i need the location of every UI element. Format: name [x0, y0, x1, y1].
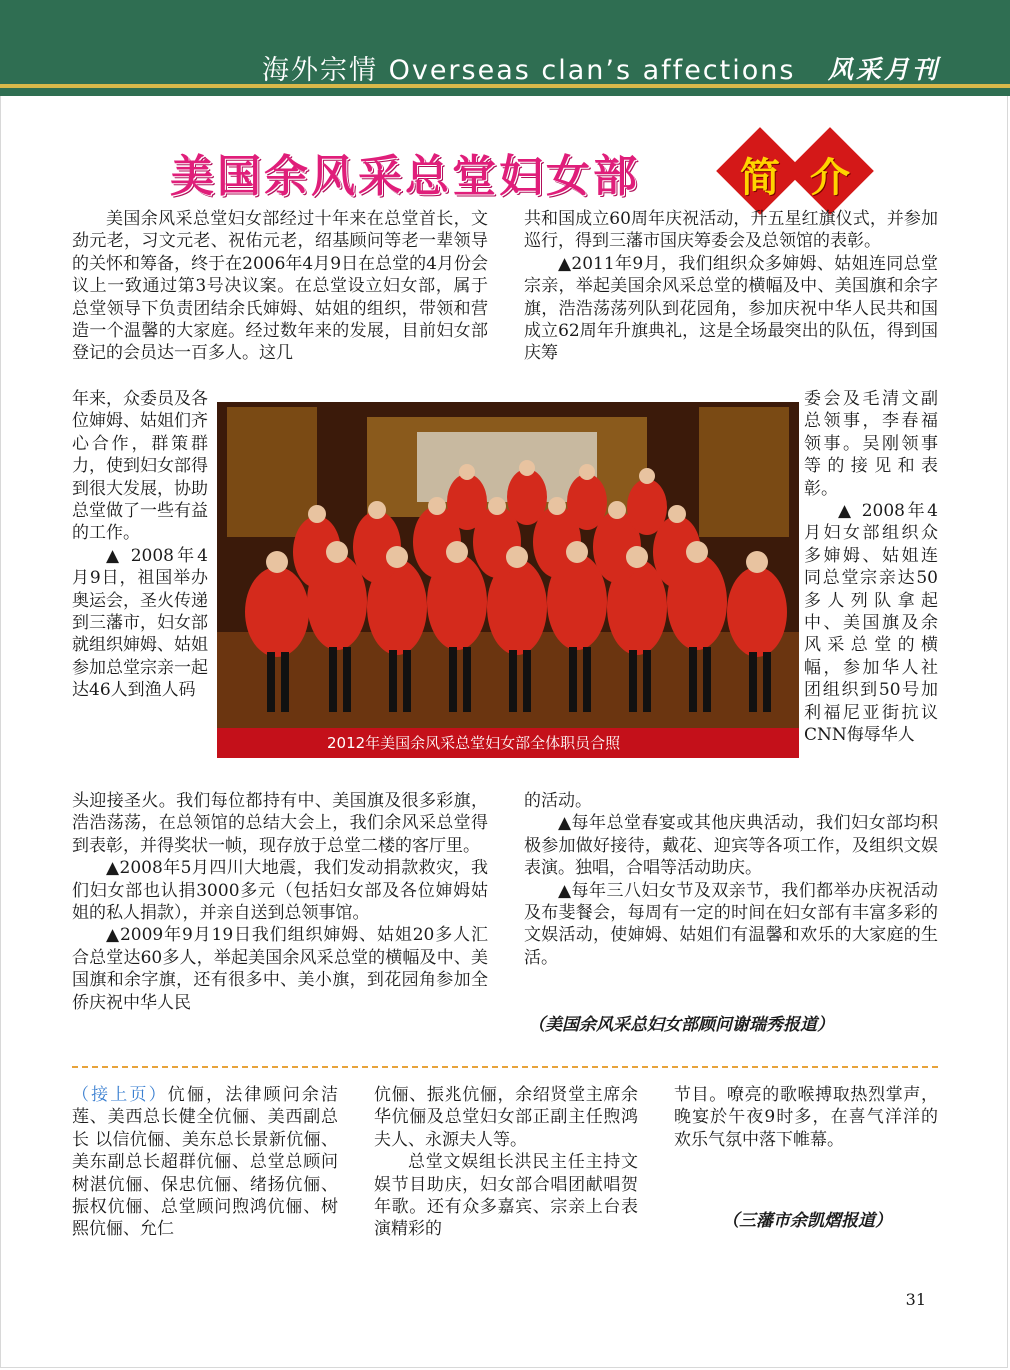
paragraph: 的活动。 — [524, 791, 592, 811]
continued-text: 伉俪，法律顾问余洁莲、美西总长健全伉俪、美西副总长 以信伉俪、美东总长景新伉俪、美东副总长超群伉俪、总堂总顾问树湛伉俪、保忠伉俪、绪扬伉俪、振权伉俪、总堂顾问煦鸿伉俪、树熙伉俪、允仁 — [72, 1085, 339, 1240]
paragraph: 伉俪、振兆伉俪，余绍贤堂主席余华伉俪及总堂妇女部正副主任煦鸿夫人、永源夫人等。 — [374, 1085, 638, 1150]
paragraph: 头迎接圣火。我们每位都持有中、美国旗及很多彩旗，浩浩荡荡，在总领馆的总结大会上，我们余风采总堂得到表彰，并得奖状一帧，现存放于总堂二楼的客厅里。 — [72, 791, 488, 856]
section-divider — [72, 1066, 938, 1068]
page-header — [0, 0, 1010, 96]
continued-credit: （三藩市余凯熠报道） — [722, 1211, 892, 1231]
paragraph: 年来，众委员及各位婶姆、姑姐们齐心合作，群策群力，使到妇女部得到很大发展，协助总堂做了一些有益的工作。 — [72, 389, 208, 544]
paragraph: 总堂文娱组长洪民主任主持文娱节目助庆，妇女部合唱团献唱贺年歌。还有众多嘉宾、宗亲上台表演精彩的 — [374, 1152, 638, 1240]
paragraph: 共和国成立60周年庆祝活动，升五星红旗仪式，并参加巡行，得到三藩市国庆筹委会及总领馆的表彰。 — [524, 209, 938, 252]
article-credit: （美国余风采总妇女部顾问谢瑞秀报道） — [528, 1015, 834, 1035]
continued-col2 — [374, 1084, 638, 1241]
group-photo-image — [217, 402, 799, 728]
photo-caption: 2012年美国余风采总堂妇女部全体职员合照 — [217, 728, 799, 758]
paragraph: ▲每年总堂春宴或其他庆典活动，我们妇女部均积极参加做好接待，戴花、迎宾等各项工作，及组织文娱表演。独唱，合唱等活动助庆。 — [524, 813, 938, 879]
paragraph: ▲2011年9月，我们组织众多婶姆、姑姐连同总堂宗亲，举起美国余风采总堂的横幅及中、美国旗和余字旗，浩浩荡荡列队到花园角，参加庆祝中华人民共和国成立62周年升旗典礼，这是全场最突出的队伍，得到国庆筹 — [524, 253, 938, 364]
continued-col1 — [72, 1084, 338, 1241]
paragraph: ▲2009年9月19日我们组织婶姆、姑姐20多人汇合总堂达60多人，举起美国余风采总堂的横幅及中、美国旗和余字旗，还有很多中、美小旗，到花园角参加全侨庆祝中华人民 — [72, 925, 488, 1013]
paragraph: 节目。嘹亮的歌喉搏取热烈掌声，晚宴於午夜9时多，在喜气洋洋的欢乐气氛中落下帷幕。 — [674, 1085, 938, 1150]
article-col1-bottom — [72, 790, 488, 1014]
group-photo — [217, 402, 799, 758]
paragraph — [72, 1084, 338, 1241]
magazine-name: 风采月刊 — [827, 55, 940, 84]
paragraph: 美国余风采总堂妇女部经过十年来在总堂首长，文劲元老，习文元老、祝佑元老，绍基顾问等老一辈领导的关怀和筹备，终于在2006年4月9日在总堂的4月份会议上一致通过第3号决议案。在总堂设立妇女部，属于总堂领导下负责团结余氏婶姆、姑姐的组织，带领和营造一个温馨的大家庭。经过数年来的发展，目前妇女部登记的会员达一百多人。这几 — [72, 209, 488, 364]
title-badge-2: 介 — [810, 155, 850, 201]
continued-label: （接上页） — [72, 1085, 168, 1105]
paragraph: ▲2008年5月四川大地震，我们发动捐款救灾，我们妇女部也认捐3000多元（包括妇女部及各位婶姆姑姐的私人捐款），并亲自送到总领事馆。 — [72, 858, 488, 924]
article-col2-narrow — [804, 388, 938, 747]
article-col2-bottom — [524, 790, 938, 969]
continued-col3 — [674, 1084, 938, 1151]
page-number: 31 — [905, 1290, 926, 1309]
article-title: 美国余风采总堂妇女部 — [170, 151, 640, 202]
article-col1-narrow — [72, 388, 208, 702]
title-badge-1: 简 — [740, 155, 780, 201]
paragraph: 委会及毛清文副总领事，李春福领事。吴刚领事等的接见和表彰。 — [804, 389, 938, 499]
paragraph: ▲每年三八妇女节及双亲节，我们都举办庆祝活动及布斐餐会，每周有一定的时间在妇女部有丰富多彩的文娱活动，使婶姆、姑姐们有温馨和欢乐的大家庭的生活。 — [524, 880, 938, 968]
paragraph: ▲ 2008年4月妇女部组织众多婶姆、姑姐连同总堂宗亲达50多人列队拿起中、美国旗及余风采总堂的横幅，参加华人社团组织到50号加利福尼亚街抗议CNN侮辱华人 — [804, 501, 938, 746]
section-title: 海外宗情 Overseas clan’s affections — [262, 55, 796, 86]
article-col1-top — [72, 208, 488, 365]
article-col2-top — [524, 208, 938, 365]
paragraph: ▲ 2008年4月9日，祖国举办奥运会，圣火传递到三藩市，妇女部就组织婶姆、姑姐参加总堂宗亲一起达46人到渔人码 — [72, 545, 208, 701]
